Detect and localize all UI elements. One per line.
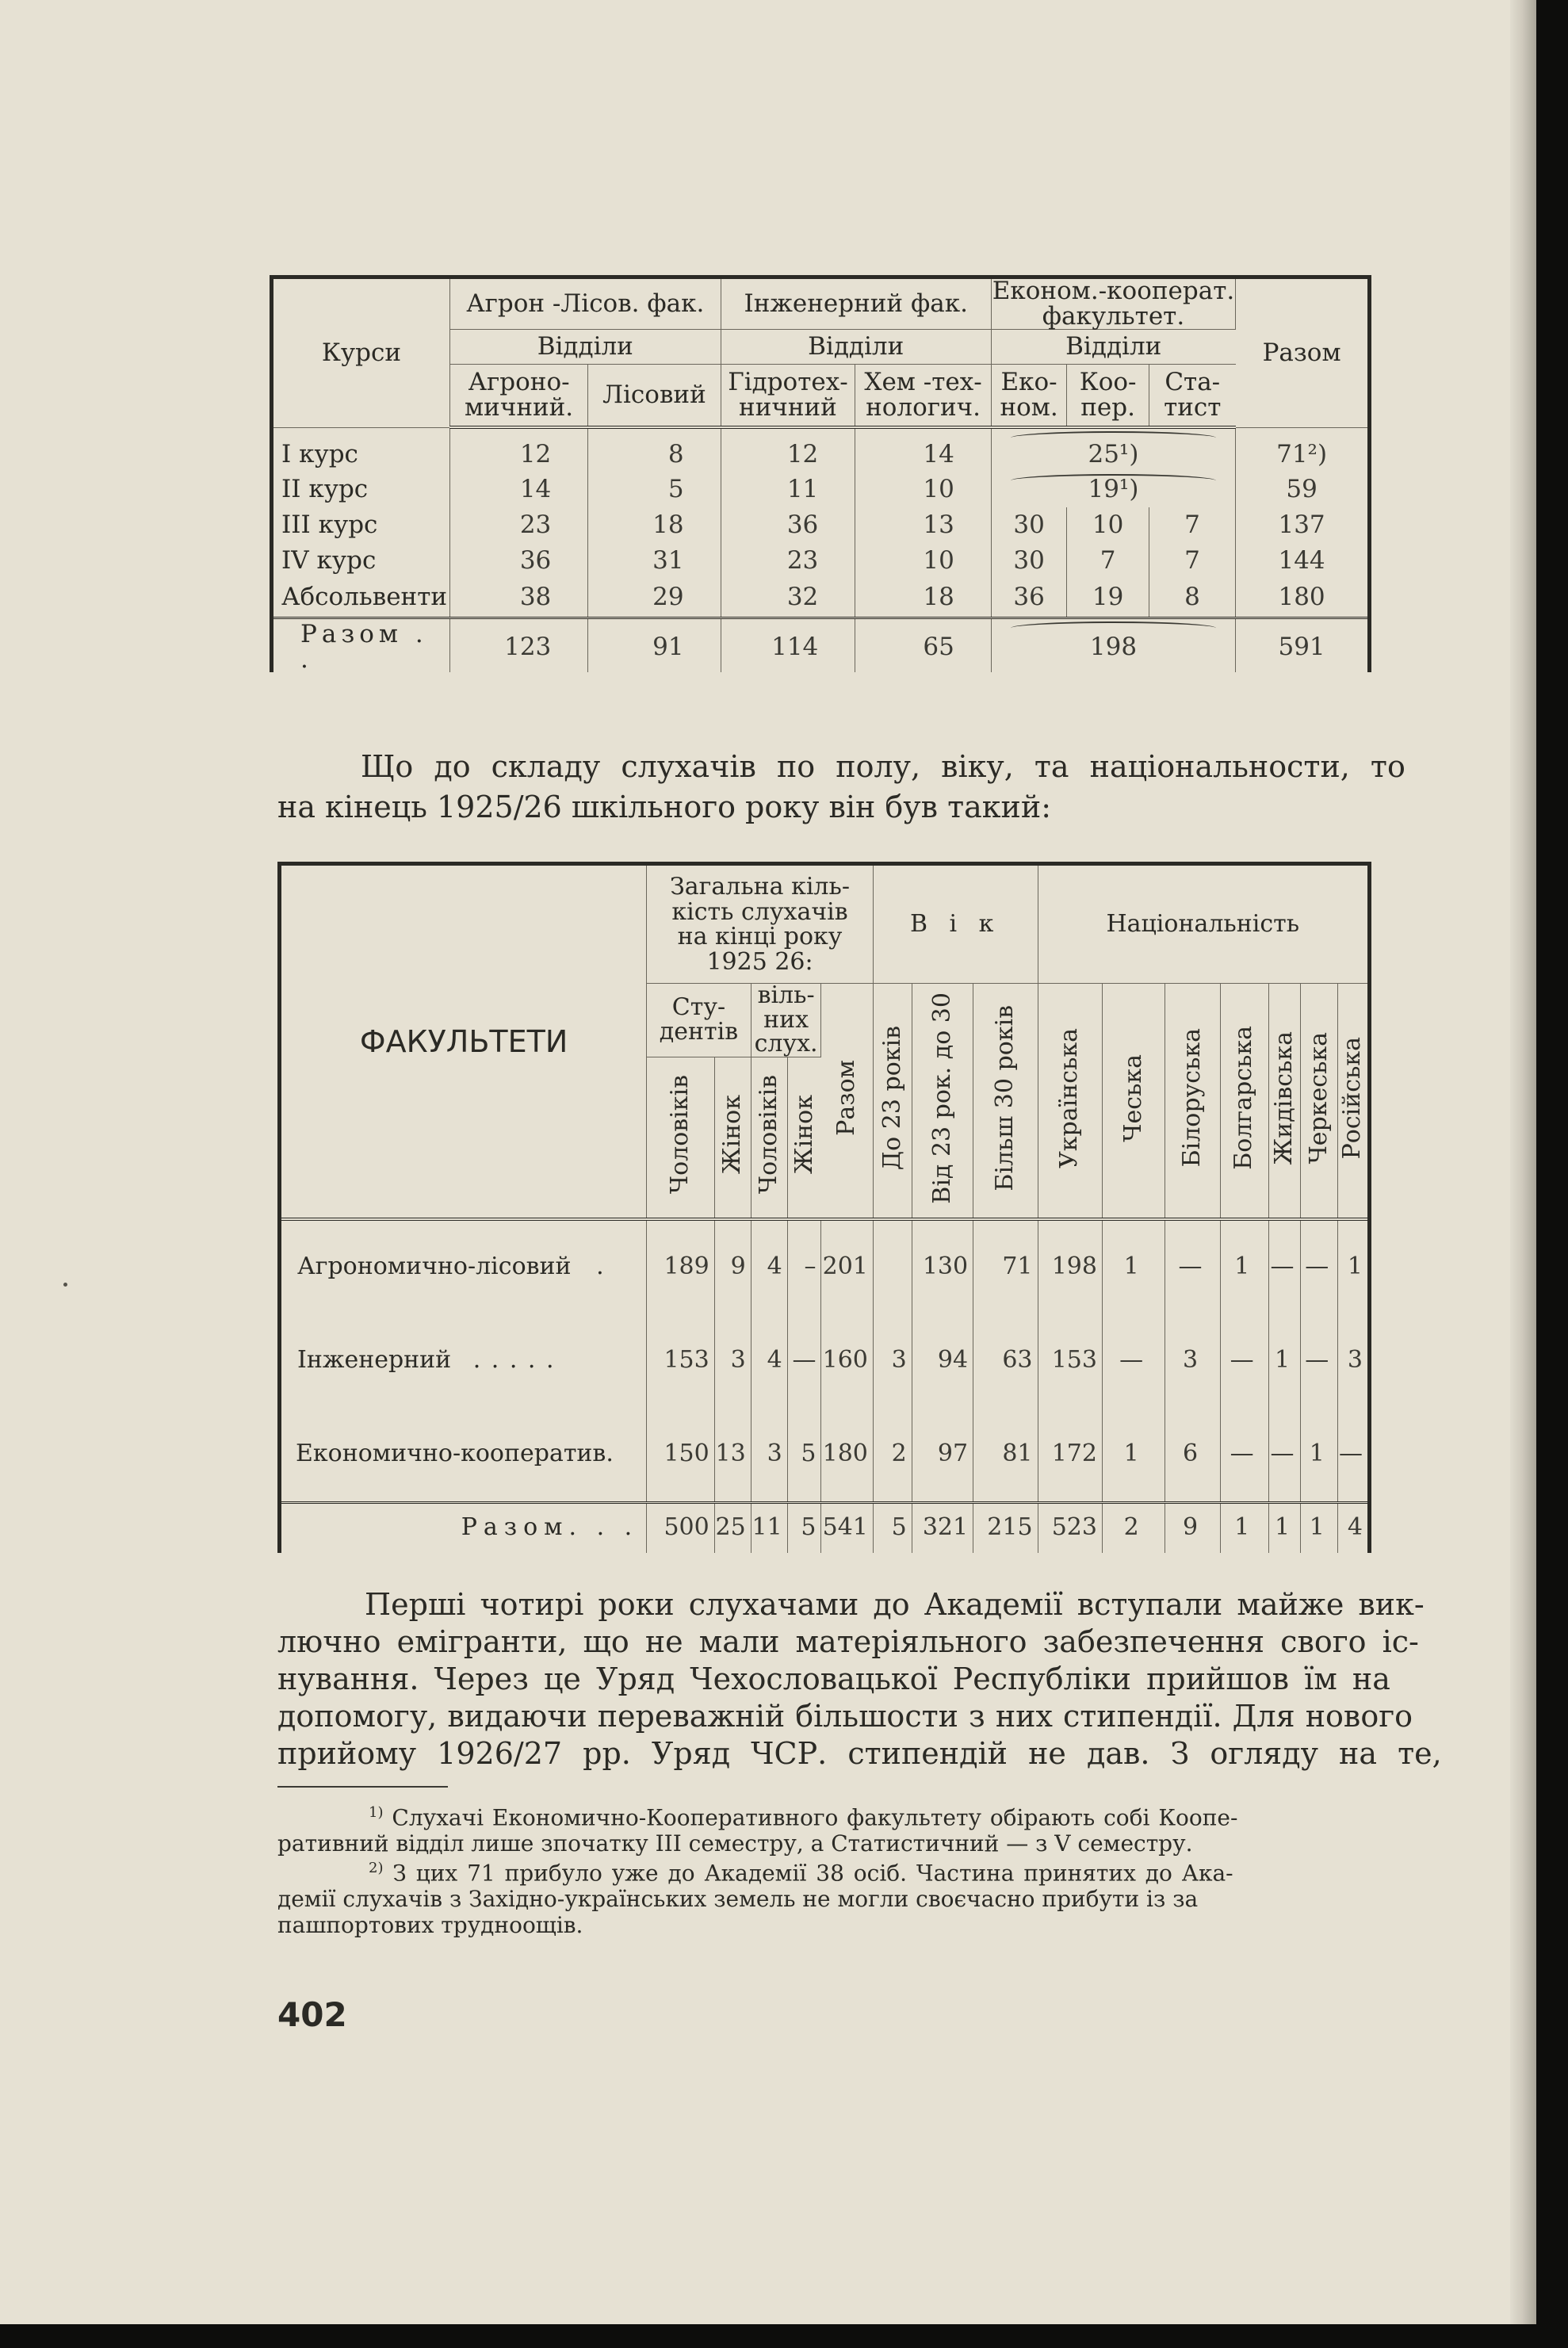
cell: 30 — [991, 507, 1067, 543]
cell: — — [1268, 1219, 1301, 1314]
cell: 12 — [721, 427, 855, 472]
row-label: Абсольвенти — [272, 579, 450, 618]
col-label: Жінок — [790, 1095, 818, 1175]
cell: 6 — [1165, 1408, 1220, 1503]
courses-table — [270, 275, 1371, 672]
cell: 1 — [1301, 1502, 1338, 1553]
cell: 13 — [855, 507, 992, 543]
dept-group-header: Відділи — [721, 330, 991, 365]
faculties-header: ФАКУЛЬТЕТИ — [280, 864, 647, 1219]
cell: 36 — [991, 579, 1067, 618]
cell: 9 — [1165, 1502, 1220, 1553]
faculty-label: Інженерний — [297, 1346, 452, 1375]
corner-header: Курси — [272, 277, 450, 428]
cell: 3 — [714, 1314, 751, 1408]
cell: 1 — [1347, 1252, 1363, 1281]
col-header — [647, 1057, 715, 1219]
cell: 3 — [873, 1314, 912, 1408]
footnote-mark: 1) — [369, 1804, 384, 1821]
cell: 8 — [1149, 579, 1235, 618]
row-total: 144 — [1278, 545, 1325, 575]
footnote-rule — [277, 1786, 448, 1788]
cell: 4 — [751, 1219, 787, 1314]
dept-header: Коо-пер. — [1067, 365, 1149, 428]
cell: 114 — [721, 618, 855, 673]
text-line: нування. Через це Уряд Чехословацької Республіки прийшов їм на — [277, 1662, 1390, 1696]
cell: 7 — [1149, 507, 1235, 543]
faculty-name — [280, 1408, 647, 1503]
brace-mark — [1011, 621, 1215, 629]
cell: 23 — [721, 543, 855, 579]
group-header-nationality: Національність — [1038, 864, 1369, 984]
cell: 32 — [721, 579, 855, 618]
cell: 10 — [855, 472, 992, 507]
dept-header: Еко-ном. — [991, 365, 1067, 428]
cell: 14 — [449, 472, 587, 507]
merged-cell — [991, 618, 1235, 673]
col-label: Більш 30 років — [991, 1004, 1019, 1191]
cell: 180 — [821, 1408, 873, 1503]
sub-header-free-listeners: віль-них слух. — [751, 984, 821, 1057]
col-label: Чоловіків — [754, 1075, 782, 1195]
col-header — [973, 984, 1038, 1219]
cell: — — [1338, 1408, 1370, 1503]
faculty-header: Агрон -Лісов. фак. — [449, 277, 721, 330]
cell: 11 — [721, 472, 855, 507]
faculty-name — [280, 1219, 647, 1314]
cell: 7 — [1067, 543, 1149, 579]
cell: 1 — [1268, 1502, 1301, 1553]
col-label: Разом — [832, 1060, 861, 1137]
cell: 1 — [1268, 1314, 1301, 1408]
footnote-mark: 2) — [369, 1860, 384, 1876]
sub-header-students: Сту-дентів — [647, 984, 751, 1057]
cell: 13 — [714, 1408, 751, 1503]
row-label: І курс — [272, 427, 450, 472]
sum-row — [272, 618, 1370, 673]
col-label: Від 23 рок. до 30 — [927, 992, 956, 1204]
row-label: III курс — [272, 507, 450, 543]
merged-value: 19¹) — [1088, 474, 1139, 503]
ink-spot — [63, 1283, 67, 1287]
col-label: Російська — [1338, 1036, 1367, 1160]
cell: 65 — [855, 618, 992, 673]
dept-group-header: Відділи — [991, 330, 1235, 365]
cell: 18 — [855, 579, 992, 618]
dept-header: Гідротех-ничний — [721, 365, 855, 428]
cell: 523 — [1038, 1502, 1102, 1553]
paragraph-intro — [277, 747, 1405, 828]
row-label: IV курс — [272, 543, 450, 579]
cell: 1 — [1220, 1502, 1268, 1553]
footnote-1 — [277, 1799, 1375, 1857]
paragraph-main — [277, 1586, 1442, 1772]
text-line: допомогу, видаючи переважній більшости з них стипендії. Для нового — [277, 1699, 1413, 1734]
merged-value: 198 — [1089, 633, 1138, 662]
dept-header: Лісовий — [588, 365, 721, 428]
col-label: Чеська — [1119, 1054, 1147, 1142]
cell: — — [1301, 1314, 1338, 1408]
dept-group-header: Відділи — [449, 330, 721, 365]
cell: 97 — [912, 1408, 973, 1503]
text-line: Перші чотирі роки слухачами до Академії вступали майже вик- — [365, 1587, 1425, 1622]
cell: — — [1268, 1408, 1301, 1503]
dept-header: Хем -тех-нологич. — [855, 365, 992, 428]
table-row — [272, 472, 1370, 507]
cell: 1 — [1220, 1219, 1268, 1314]
col-header — [751, 1057, 787, 1219]
cell: 10 — [1067, 507, 1149, 543]
cell: 7 — [1149, 543, 1235, 579]
table-row — [272, 427, 1370, 472]
cell: 3 — [751, 1408, 787, 1503]
col-header — [787, 1057, 821, 1219]
merged-cell — [991, 472, 1235, 507]
cell: 541 — [821, 1502, 873, 1553]
footnote-2 — [277, 1855, 1375, 1938]
cell: 1 — [1102, 1408, 1165, 1503]
cell: 3 — [1347, 1346, 1363, 1375]
row-total: 180 — [1236, 579, 1370, 618]
cell: — — [1301, 1219, 1338, 1314]
faculty-label: Економично-кооператив. — [296, 1440, 614, 1468]
cell: 198 — [1038, 1219, 1102, 1314]
cell: 25 — [714, 1502, 751, 1553]
col-label: Білоруська — [1178, 1028, 1207, 1168]
cell: 10 — [855, 543, 992, 579]
cell: 11 — [751, 1502, 787, 1553]
footnote-line: демії слухачів з Західно-українських земель не могли своєчасно прибути із за — [277, 1886, 1199, 1913]
page-number: 402 — [277, 1995, 347, 2034]
merged-value: 25¹) — [1088, 440, 1139, 469]
cell: 29 — [588, 579, 721, 618]
sum-label: Разом . . — [272, 618, 450, 673]
footnote-line — [277, 1855, 1375, 1886]
col-header — [912, 984, 973, 1219]
brace-mark — [1011, 431, 1215, 439]
footnote-text: Слухачі Економично-Кооперативного факультету обірають собі Коопе- — [392, 1804, 1238, 1831]
cell: – — [787, 1219, 821, 1314]
footnote-line — [277, 1799, 1375, 1830]
cell: 2 — [873, 1408, 912, 1503]
col-header — [1301, 984, 1338, 1219]
text-line: прийому 1926/27 рр. Уряд ЧСР. стипендій не дав. З огляду на те, — [277, 1736, 1442, 1771]
footnote-text: З цих 71 прибуло уже до Академії 38 осіб. Частина принятих до Ака- — [392, 1860, 1233, 1887]
row-total: 137 — [1278, 510, 1325, 539]
faculty-name — [280, 1314, 647, 1408]
cell: 3 — [1165, 1314, 1220, 1408]
cell: 12 — [449, 427, 587, 472]
cell: 123 — [449, 618, 587, 673]
text-line: лючно емігранти, що не мали матеріяльного забезпечення свого іс- — [277, 1624, 1419, 1659]
cell: 36 — [721, 507, 855, 543]
leader-dots: . — [596, 1252, 604, 1281]
cell: 215 — [973, 1502, 1038, 1553]
sum-row — [280, 1502, 1370, 1553]
cell: 63 — [973, 1314, 1038, 1408]
cell: 9 — [714, 1219, 751, 1314]
grand-total: 591 — [1278, 633, 1325, 662]
page-gutter — [1510, 0, 1536, 2324]
col-label: Чоловіків — [666, 1075, 694, 1195]
leader-dots: . . . . . — [472, 1346, 556, 1375]
cell: 201 — [821, 1219, 873, 1314]
cell: 153 — [1038, 1314, 1102, 1408]
cell: 4 — [1347, 1513, 1363, 1542]
cell: 31 — [588, 543, 721, 579]
footnote-line: пашпортових трудноощів. — [277, 1912, 583, 1939]
cell: 4 — [751, 1314, 787, 1408]
cell: 130 — [912, 1219, 973, 1314]
cell: 150 — [647, 1408, 715, 1503]
cell: — — [1220, 1314, 1268, 1408]
students-table — [277, 862, 1371, 1553]
cell: 1 — [1102, 1219, 1165, 1314]
cell: 18 — [588, 507, 721, 543]
col-header — [1220, 984, 1268, 1219]
table-row — [280, 1314, 1370, 1408]
cell: 189 — [647, 1219, 715, 1314]
cell: 8 — [588, 427, 721, 472]
cell: 5 — [787, 1408, 821, 1503]
cell: 91 — [588, 618, 721, 673]
cell: 23 — [449, 507, 587, 543]
col-header — [1038, 984, 1102, 1219]
faculty-label: Агрономично-лісовий — [297, 1252, 572, 1281]
cell: 2 — [1102, 1502, 1165, 1553]
cell: 5 — [873, 1502, 912, 1553]
col-label: Черкеська — [1305, 1031, 1333, 1164]
brace-mark — [1011, 474, 1215, 482]
cell: 94 — [912, 1314, 973, 1408]
cell — [873, 1219, 912, 1314]
cell: 5 — [588, 472, 721, 507]
table-row — [272, 579, 1370, 618]
cell: — — [1165, 1219, 1220, 1314]
col-header — [1338, 984, 1370, 1219]
col-label: Жидівська — [1270, 1031, 1298, 1165]
row-total: 59 — [1286, 474, 1318, 503]
footnote-line: ративний відділ лише зпочатку III семестру, а Статистичний — з V семестру. — [277, 1830, 1193, 1857]
row-label: II курс — [272, 472, 450, 507]
cell: 160 — [821, 1314, 873, 1408]
cell: 321 — [912, 1502, 973, 1553]
dept-header: Ста-тист — [1149, 365, 1235, 428]
sum-label: Разом. . . — [280, 1502, 647, 1553]
col-label: Українська — [1055, 1027, 1084, 1168]
col-header — [1268, 984, 1301, 1219]
col-header — [821, 984, 873, 1219]
page-edge — [1536, 0, 1568, 2348]
cell: — — [1220, 1408, 1268, 1503]
col-label: До 23 років — [878, 1025, 906, 1171]
faculty-header: Економ.-кооперат. факультет. — [992, 277, 1235, 331]
col-header — [1165, 984, 1220, 1219]
col-label: Жінок — [717, 1095, 746, 1175]
faculty-header: Інженерний фак. — [721, 277, 991, 330]
col-header — [714, 1057, 751, 1219]
cell: 36 — [449, 543, 587, 579]
group-header-total: Загальна кіль-кість слухачів на кінці року 1925 26: — [647, 864, 874, 984]
table-row — [272, 543, 1370, 579]
col-header — [873, 984, 912, 1219]
text-line: Що до складу слухачів по полу, віку, та національности, то — [361, 749, 1405, 784]
cell: 172 — [1038, 1408, 1102, 1503]
table-row — [280, 1219, 1370, 1314]
cell: 5 — [787, 1502, 821, 1553]
cell: — — [1102, 1314, 1165, 1408]
cell: 19 — [1067, 579, 1149, 618]
cell: 14 — [855, 427, 992, 472]
cell: 81 — [973, 1408, 1038, 1503]
text-line: на кінець 1925/26 шкільного року він був такий: — [277, 790, 1051, 824]
row-total: 71²) — [1276, 439, 1328, 468]
col-header — [1102, 984, 1165, 1219]
cell: 500 — [647, 1502, 715, 1553]
total-header: Разом — [1236, 277, 1370, 428]
cell: 153 — [647, 1314, 715, 1408]
group-header-age: В і к — [873, 864, 1038, 984]
cell: 1 — [1301, 1408, 1338, 1503]
cell: 30 — [991, 543, 1067, 579]
cell: 38 — [449, 579, 587, 618]
table-row — [272, 507, 1370, 543]
dept-header: Агроно-мичний. — [449, 365, 587, 428]
table-row — [280, 1408, 1370, 1503]
col-label: Болгарська — [1230, 1026, 1258, 1170]
merged-cell — [991, 427, 1235, 472]
cell: — — [787, 1314, 821, 1408]
cell: 71 — [973, 1219, 1038, 1314]
